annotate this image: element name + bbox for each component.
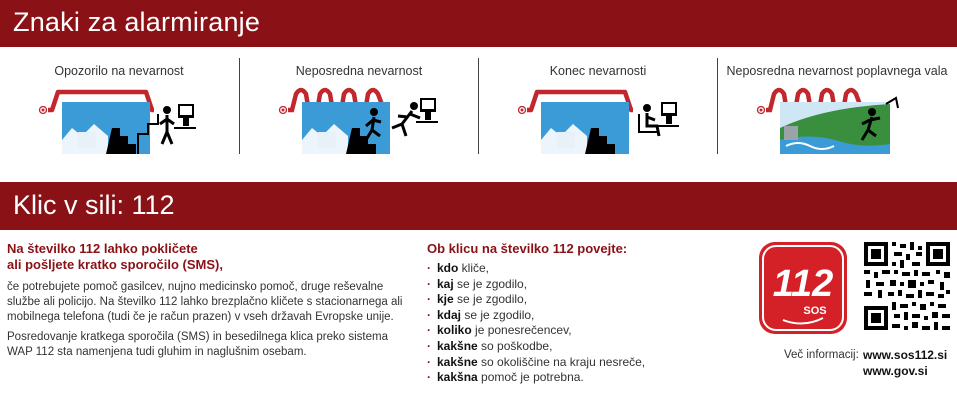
- signal-warning: [0, 58, 238, 158]
- logo-number: 112: [772, 263, 834, 305]
- list-item: · koliko je ponesrečencev,: [427, 323, 572, 338]
- list-item: · kakšne so okoliščine na kraju nesreče,: [427, 354, 646, 369]
- link-sos112[interactable]: www.sos112.si: [863, 348, 948, 362]
- call-lead-line1: Na številko 112 lahko pokličete: [7, 241, 198, 256]
- list-item: · kakšne so poškodbe,: [427, 338, 553, 353]
- emergency-title: Klic v sili: 112: [13, 190, 175, 220]
- signal-caption: Konec nevarnosti: [549, 64, 647, 78]
- signal-caption: Neposredna nevarnost poplavnega vala: [726, 64, 948, 78]
- signal-flood-wave: [718, 58, 956, 158]
- list-item: · kakšna pomoč je potrebna.: [427, 370, 584, 385]
- call-paragraph-1: če potrebujete pomoč gasilcev, nujno medicinsko pomoč, druge reševalne službe ali policijo. Na številko 112 lahko brezplačno kličete s stacionarnega ali mobilnega telefona (tudi če je račun prazen) v vseh državah Evropske unije.: [7, 281, 403, 323]
- call-lead-line2: ali pošljete kratko sporočilo (SMS),: [7, 257, 223, 272]
- header-band: [0, 0, 957, 47]
- more-info-label: Več informacij:: [784, 349, 859, 361]
- links: [863, 347, 947, 379]
- list-item: · kdo kliče,: [427, 261, 490, 275]
- checklist: [427, 261, 727, 386]
- qr-code-icon: [862, 240, 952, 332]
- siren-flood-icon: [752, 84, 922, 154]
- siren-end-icon: [513, 84, 683, 154]
- signal-caption: Neposredna nevarnost: [295, 64, 423, 78]
- signal-immediate-danger: [240, 58, 478, 158]
- checklist-heading: Ob klicu na številko 112 povejte:: [427, 241, 628, 256]
- list-item: · kje se je zgodilo,: [427, 292, 528, 307]
- call-paragraph-2: Posredovanje kratkega sporočila (SMS) in besedilnega klica preko sistema WAP 112 sta namenjena tudi gluhim in naglušnim osebam.: [7, 331, 388, 358]
- logo-sub: SOS: [803, 305, 827, 317]
- call-checklist: [427, 241, 727, 386]
- siren-warning-icon: [34, 84, 204, 154]
- logo-112-icon: [757, 240, 849, 336]
- signal-end-of-danger: [479, 58, 717, 158]
- link-gov[interactable]: www.gov.si: [863, 364, 928, 378]
- signal-caption: Opozorilo na nevarnost: [54, 64, 184, 78]
- list-item: · kdaj se je zgodilo,: [427, 307, 535, 322]
- call-info: [7, 241, 407, 360]
- list-item: · kaj se je zgodilo,: [427, 276, 528, 291]
- siren-oscillating-icon: [274, 84, 444, 154]
- alarm-signals: [0, 58, 957, 158]
- page-title: Znaki za alarmiranje: [13, 7, 261, 37]
- emergency-band: [0, 182, 957, 230]
